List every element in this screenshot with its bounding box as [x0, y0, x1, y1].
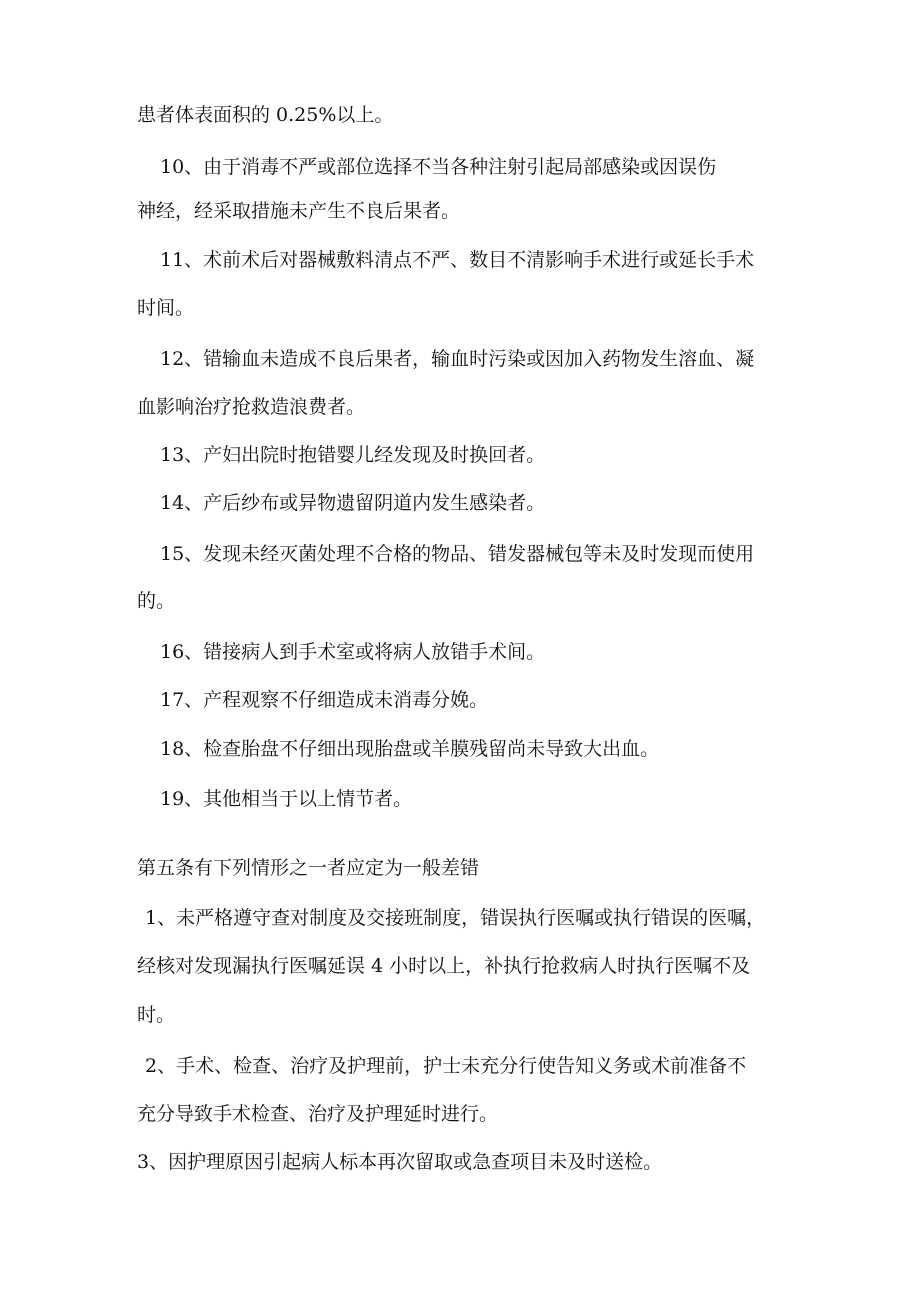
text-line-14: 18、检查胎盘不仔细出现胎盘或羊膜残留尚未导致大出血。 — [160, 738, 660, 760]
text-line-9: 14、产后纱布或异物遗留阴道内发生感染者。 — [160, 492, 546, 514]
text-line-10: 15、发现未经灭菌处理不合格的物品、错发器械包等未及时发现而使用 — [160, 543, 755, 565]
text-line-4: 11、术前术后对器械敷料清点不严、数目不清影响手术进行或延长手术 — [160, 249, 755, 271]
text-line-13: 17、产程观察不仔细造成未消毒分娩。 — [160, 689, 489, 711]
text-line-21: 充分导致手术检查、治疗及护理延时进行。 — [137, 1103, 499, 1125]
text-line-15: 19、其他相当于以上情节者。 — [160, 788, 413, 810]
text-line-22: 3、因护理原因引起病人标本再次留取或急查项目未及时送检。 — [137, 1151, 663, 1173]
section-heading: 第五条有下列情形之一者应定为一般差错 — [137, 857, 480, 879]
text-line-19: 时。 — [137, 1004, 176, 1026]
text-line-7: 血影响治疗抢救造浪费者。 — [137, 396, 366, 418]
text-line-6: 12、错输血未造成不良后果者，输血时污染或因加入药物发生溶血、凝 — [160, 348, 755, 370]
text-line-2: 10、由于消毒不严或部位选择不当各种注射引起局部感染或因误伤 — [160, 156, 717, 178]
text-line-18: 经核对发现漏执行医嘱延误 4 小时以上，补执行抢救病人时执行医嘱不及 — [137, 955, 751, 977]
text-line-1: 患者体表面积的 0.25%以上。 — [137, 104, 394, 126]
text-line-17: 1、未严格遵守查对制度及交接班制度，错误执行医嘱或执行错误的医嘱， — [145, 907, 766, 929]
text-line-12: 16、错接病人到手术室或将病人放错手术间。 — [160, 641, 546, 663]
text-line-11: 的。 — [137, 590, 176, 612]
text-line-20: 2、手术、检查、治疗及护理前，护士未充分行使告知义务或术前准备不 — [145, 1055, 747, 1077]
text-line-3: 神经，经采取措施未产生不良后果者。 — [137, 200, 461, 222]
text-line-8: 13、产妇出院时抱错婴儿经发现及时换回者。 — [160, 444, 546, 466]
text-line-5: 时间。 — [137, 297, 195, 319]
